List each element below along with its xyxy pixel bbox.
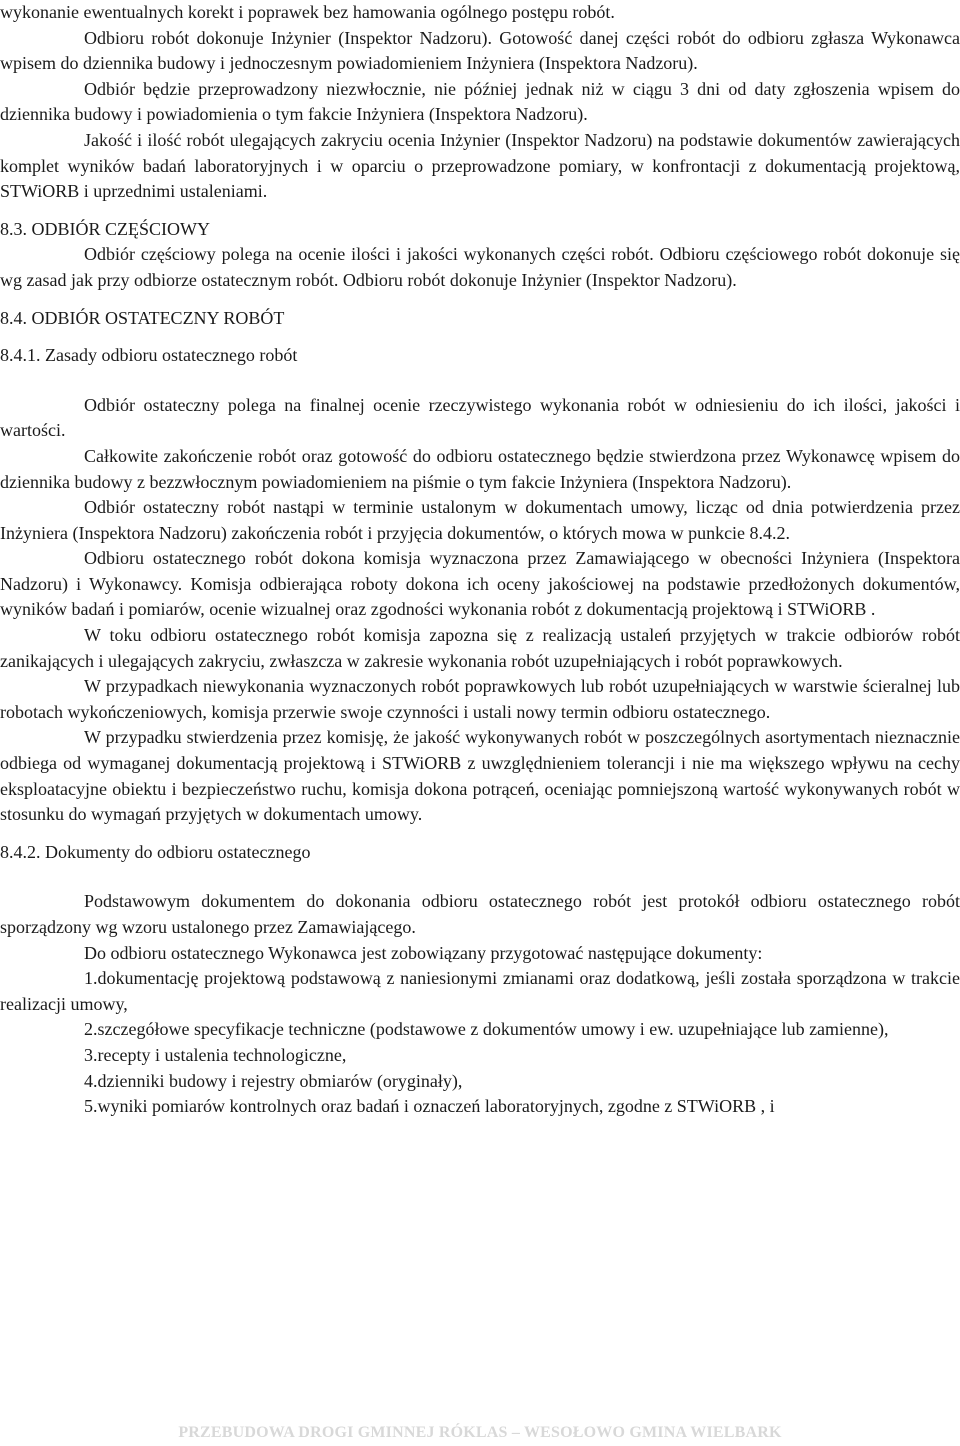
paragraph: Podstawowym dokumentem do dokonania odbioru ostatecznego robót jest protokół odbioru ostatecznego robót sporządzony wg wzoru ustalonego przez Zamawiającego. bbox=[0, 891, 960, 937]
list-item: 2.szczegółowe specyfikacje techniczne (podstawowe z dokumentów umowy i ew. uzupełniające lub zamienne), bbox=[84, 1019, 889, 1040]
spacer bbox=[0, 294, 960, 306]
list-item: 1.dokumentację projektową podstawową z naniesionymi zmianami oraz dodatkową, jeśli została sporządzona w trakcie realizacji umowy, bbox=[0, 968, 960, 1014]
spacer bbox=[0, 828, 960, 840]
list-item: 3.recepty i ustalenia technologiczne, bbox=[84, 1044, 347, 1065]
paragraph: W przypadkach niewykonania wyznaczonych robót poprawkowych lub robót uzupełniających w warstwie ścieralnej lub robotach wykończeniowych, komisja przerwie swoje czynności i ustali nowy termin odbioru ostatecznego. bbox=[0, 676, 960, 722]
paragraph: Odbiór ostateczny robót nastąpi w terminie ustalonym w dokumentach umowy, licząc od dnia potwierdzenia przez Inżyniera (Inspektora Nadzoru) zakończenia robót i przyjęcia dokumentów, o których mowa w punkcie 8.4.2. bbox=[0, 497, 960, 543]
list-item: 5.wyniki pomiarów kontrolnych oraz badań i oznaczeń laboratoryjnych, zgodne z STWiORB , i bbox=[84, 1096, 775, 1117]
paragraph: Odbioru ostatecznego robót dokona komisja wyznaczona przez Zamawiającego w obecności Inżyniera (Inspektora Nadzoru) i Wykonawcy. Komisja odbierająca roboty dokona ich oceny jakościowej na podstawie przedłożonych dokumentów, wyników badań i pomiarów, ocenie wizualnej oraz zgodności wykonania robót z dokumentacją projektową i STWiORB . bbox=[0, 548, 960, 620]
paragraph: Odbiór częściowy polega na ocenie ilości i jakości wykonanych części robót. Odbioru częściowego robót dokonuje się wg zasad jak przy odbiorze ostatecznym robót. Odbioru robót dokonuje Inżynier (Inspektor Nadzoru). bbox=[0, 244, 960, 290]
paragraph: Odbioru robót dokonuje Inżynier (Inspektor Nadzoru). Gotowość danej części robót do odbioru zgłasza Wykonawca wpisem do dziennika budowy i jednoczesnym powiadomieniem Inżyniera (Inspektora Nadzoru). bbox=[0, 27, 960, 74]
page-footer: PRZEBUDOWA DROGI GMINNEJ RÓKLAS – WESOŁOWO GMINA WIELBARK bbox=[178, 1424, 782, 1441]
paragraph: Całkowite zakończenie robót oraz gotowość do odbioru ostatecznego będzie stwierdzona przez Wykonawcę wpisem do dziennika budowy z bezzwłocznym powiadomieniem na piśmie o tym fakcie Inżyniera (Inspektora Nadzoru). bbox=[0, 445, 960, 492]
section-heading-8-4: 8.4. ODBIÓR OSTATECZNY ROBÓT bbox=[0, 307, 285, 328]
paragraph: Jakość i ilość robót ulegających zakryciu ocenia Inżynier (Inspektor Nadzoru) na podstawie dokumentów zawierających komplet wyników badań laboratoryjnych i w oparciu o przeprowadzone pomiary, w konfrontacji z dokumentacją projektową, STWiORB i uprzednimi ustaleniami. bbox=[0, 129, 960, 202]
paragraph: W toku odbioru ostatecznego robót komisja zapozna się z realizacją ustaleń przyjętych w trakcie odbiorów robót zanikających i ulegających zakryciu, zwłaszcza w zakresie wykonania robót uzupełniających i robót poprawkowych. bbox=[0, 625, 960, 671]
section-heading-8-3: 8.3. ODBIÓR CZĘŚCIOWY bbox=[0, 218, 210, 239]
paragraph: W przypadku stwierdzenia przez komisję, że jakość wykonywanych robót w poszczególnych asortymentach nieznacznie odbiega od wymaganej dokumentacją projektową i STWiORB z uwzględnieniem tolerancji i nie ma większego wpływu na cechy eksploatacyjne obiektu i bezpieczeństwo ruchu, komisja dokona potrąceń, oceniając pomniejszoną wartość wykonywanych robót w stosunku do wymagań przyjętych w dokumentach umowy. bbox=[0, 727, 960, 825]
paragraph: Odbiór będzie przeprowadzony niezwłocznie, nie później jednak niż w ciągu 3 dni od daty zgłoszenia wpisem do dziennika budowy i powiadomienia o tym fakcie Inżyniera (Inspektora Nadzoru). bbox=[0, 78, 960, 125]
spacer bbox=[0, 865, 960, 889]
section-heading-8-4-1: 8.4.1. Zasady odbioru ostatecznego robót bbox=[0, 345, 298, 366]
paragraph: wykonanie ewentualnych korekt i poprawek bez hamowania ogólnego postępu robót. bbox=[0, 2, 615, 22]
paragraph: Do odbioru ostatecznego Wykonawca jest zobowiązany przygotować następujące dokumenty: bbox=[84, 942, 763, 963]
spacer bbox=[0, 369, 960, 393]
section-heading-8-4-2: 8.4.2. Dokumenty do odbioru ostatecznego bbox=[0, 841, 311, 862]
spacer bbox=[0, 331, 960, 343]
list-item: 4.dzienniki budowy i rejestry obmiarów (oryginały), bbox=[84, 1070, 463, 1091]
spacer bbox=[0, 205, 960, 217]
paragraph: Odbiór ostateczny polega na finalnej ocenie rzeczywistego wykonania robót w odniesieniu do ich ilości, jakości i wartości. bbox=[0, 394, 960, 441]
